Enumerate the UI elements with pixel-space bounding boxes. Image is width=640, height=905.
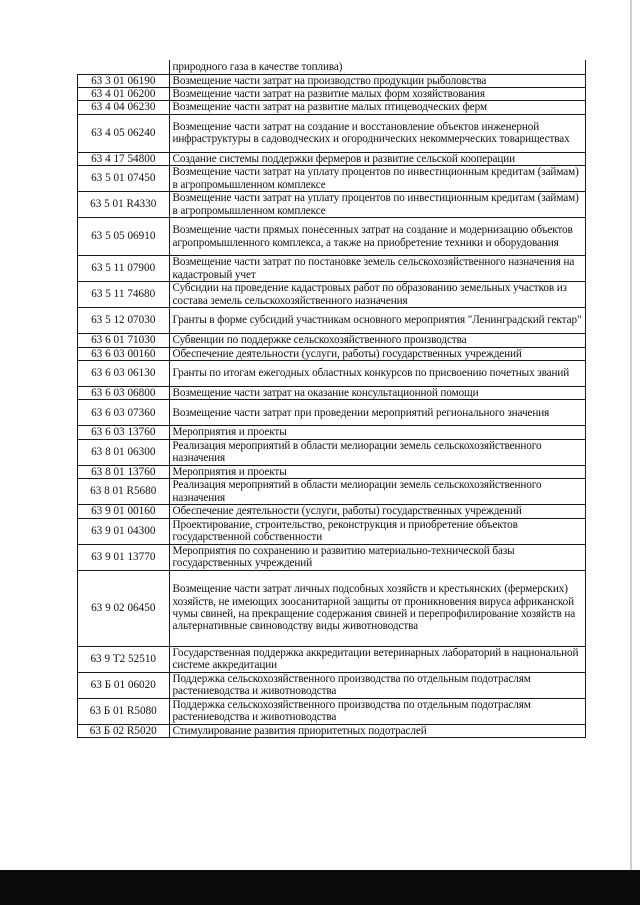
table-row [78,400,586,426]
table-row [78,724,586,737]
code-cell: 63 5 05 06910 [78,218,170,256]
description-cell: Субвенции по поддержке сельскохозяйственного производства [169,334,586,347]
code-cell: 63 9 01 00160 [78,505,170,518]
description-cell: Возмещение части затрат на создание и восстановление объектов инженерной инфраструктуры в садоводческих и огороднических некоммерческих товариществах [169,114,586,152]
description-cell: Возмещение части затрат на производство продукции рыболовства [169,74,586,87]
table-row [78,256,586,282]
description-cell: Возмещение части затрат на уплату процентов по инвестиционным кредитам (займам) в агропромышленном комплексе [169,192,586,218]
table-row [78,218,586,256]
table-row [78,505,586,518]
table-row [78,672,586,698]
table-row [78,479,586,505]
description-cell: Проектирование, строительство, реконструкция и приобретение объектов государственной собственности [169,518,586,544]
table-row [78,439,586,465]
code-cell: 63 6 03 06800 [78,386,170,399]
code-cell: 63 9 Т2 52510 [78,646,170,672]
code-cell: 63 9 02 06450 [78,570,170,646]
description-cell: Реализация мероприятий в области мелиорации земель сельскохозяйственного назначения [169,439,586,465]
description-cell: Обеспечение деятельности (услуги, работы) государственных учреждений [169,505,586,518]
scan-bottom-band [0,870,640,905]
code-cell: 63 Б 01 R5080 [78,698,170,724]
table-row [78,192,586,218]
description-cell: Реализация мероприятий в области мелиорации земель сельскохозяйственного назначения [169,479,586,505]
table-row [78,282,586,308]
description-cell: Возмещение части затрат на уплату процентов по инвестиционным кредитам (займам) в агропромышленном комплексе [169,166,586,192]
code-cell: 63 4 01 06200 [78,87,170,100]
code-cell: 63 8 01 R5680 [78,479,170,505]
description-cell: Субсидии на проведение кадастровых работ по образованию земельных участков из состава земель сельскохозяйственного назначения [169,282,586,308]
table-body [78,60,586,737]
table-row [78,347,586,360]
budget-classification-table [77,60,586,738]
code-cell: 63 5 11 74680 [78,282,170,308]
description-cell: Гранты в форме субсидий участникам основного мероприятия "Ленинградский гектар" [169,308,586,334]
description-cell: Государственная поддержка аккредитации ветеринарных лабораторий в национальной системе аккредитации [169,646,586,672]
code-cell: 63 6 01 71030 [78,334,170,347]
description-cell: Возмещение части затрат на оказание консультационной помощи [169,386,586,399]
table-row [78,334,586,347]
code-cell: 63 6 03 00160 [78,347,170,360]
description-cell: Обеспечение деятельности (услуги, работы) государственных учреждений [169,347,586,360]
description-cell: Возмещение части затрат на развитие малых форм хозяйствования [169,87,586,100]
table-row [78,386,586,399]
code-cell: 63 5 01 07450 [78,166,170,192]
table-row [78,426,586,439]
code-cell: 63 4 04 06230 [78,101,170,114]
code-cell: 63 4 17 54800 [78,152,170,165]
description-cell: Возмещение части затрат при проведении мероприятий регионального значения [169,400,586,426]
code-cell: 63 8 01 13760 [78,465,170,478]
table-row-continued [78,60,586,74]
scan-edge [630,0,632,905]
table-row [78,570,586,646]
table-row [78,465,586,478]
table-row [78,166,586,192]
table-row [78,544,586,570]
description-cell: Создание системы поддержки фермеров и развитие сельской кооперации [169,152,586,165]
description-cell: Мероприятия и проекты [169,426,586,439]
table-row [78,518,586,544]
code-cell: 63 5 11 07900 [78,256,170,282]
code-cell [78,60,170,74]
description-cell: Возмещение части затрат по постановке земель сельскохозяйственного назначения на кадастровый учет [169,256,586,282]
description-cell: Мероприятия по сохранению и развитию материально-технической базы государственных учреждений [169,544,586,570]
code-cell: 63 6 03 13760 [78,426,170,439]
description-cell: Возмещение части затрат на развитие малых птицеводческих ферм [169,101,586,114]
description-cell: Стимулирование развития приоритетных подотраслей [169,724,586,737]
code-cell: 63 Б 02 R5020 [78,724,170,737]
code-cell: 63 8 01 06300 [78,439,170,465]
code-cell: 63 9 01 04300 [78,518,170,544]
table-row [78,101,586,114]
code-cell: 63 6 03 07360 [78,400,170,426]
table-row [78,646,586,672]
description-cell: природного газа в качестве топлива) [169,60,586,74]
code-cell: 63 9 01 13770 [78,544,170,570]
code-cell: 63 6 03 06130 [78,360,170,386]
table-row [78,114,586,152]
code-cell: 63 5 12 07030 [78,308,170,334]
table-row [78,87,586,100]
table-row [78,360,586,386]
description-cell: Поддержка сельскохозяйственного производства по отдельным подотраслям растениеводства и животноводства [169,672,586,698]
table-row [78,698,586,724]
description-cell: Возмещение части прямых понесенных затрат на создание и модернизацию объектов агропромышленного комплекса, а также на приобретение техники и оборудования [169,218,586,256]
code-cell: 63 5 01 R4330 [78,192,170,218]
code-cell: 63 3 01 06190 [78,74,170,87]
code-cell: 63 4 05 06240 [78,114,170,152]
table-row [78,308,586,334]
code-cell: 63 Б 01 06020 [78,672,170,698]
description-cell: Поддержка сельскохозяйственного производства по отдельным подотраслям растениеводства и животноводства [169,698,586,724]
table-row [78,152,586,165]
table-row [78,74,586,87]
description-cell: Гранты по итогам ежегодных областных конкурсов по присвоению почетных званий [169,360,586,386]
description-cell: Мероприятия и проекты [169,465,586,478]
description-cell: Возмещение части затрат личных подсобных хозяйств и крестьянских (фермерских) хозяйств, не имеющих зоосанитарной защиты от проникновения вируса африканской чумы свиней, на прекращение содержания свиней и перепрофилирование хозяйств на альтернативные свиноводству виды животноводства [169,570,586,646]
